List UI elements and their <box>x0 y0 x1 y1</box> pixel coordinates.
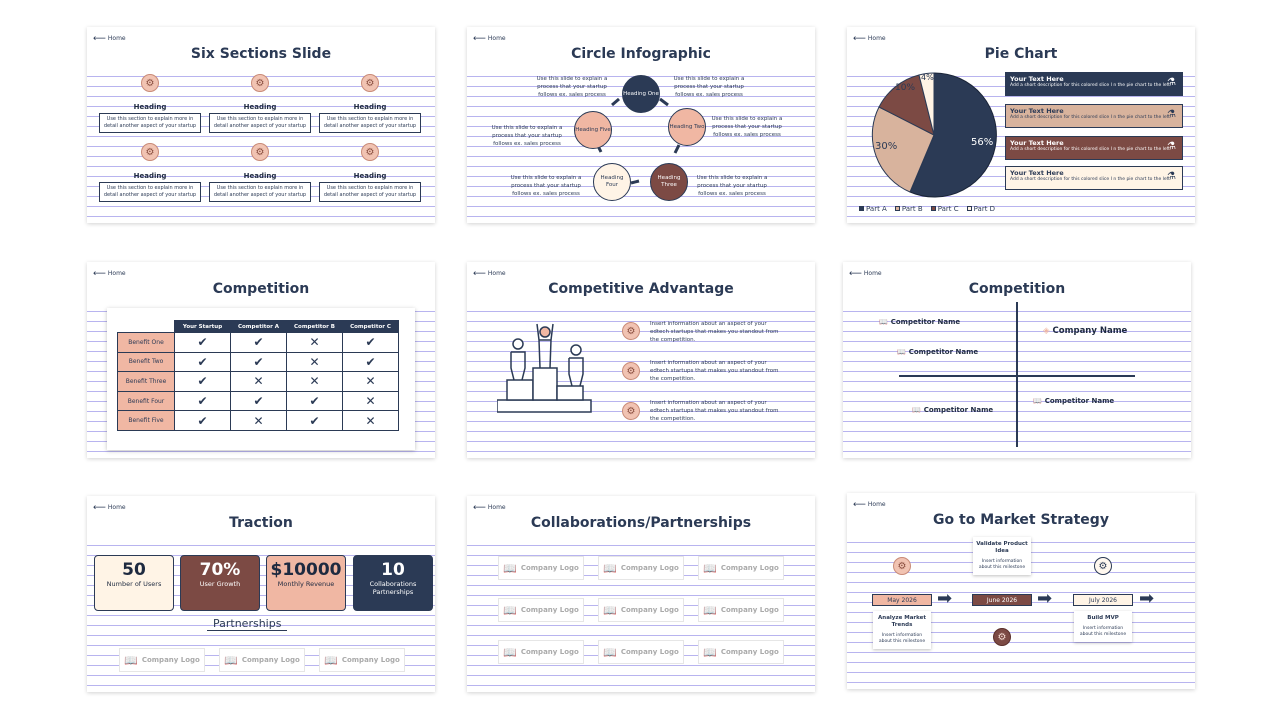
home-link[interactable]: ⟵ Home <box>473 502 506 513</box>
timeline-date: June 2026 <box>972 594 1032 606</box>
slide-title: Pie Chart <box>984 46 1058 62</box>
home-link[interactable]: ⟵ Home <box>473 268 506 279</box>
horizontal-axis <box>899 375 1135 377</box>
competition-table <box>117 320 399 431</box>
row-label: Benefit Two <box>118 352 175 372</box>
table-cell: ✔ <box>231 391 287 411</box>
table-cell: ✔ <box>343 352 399 372</box>
table-cell: ✕ <box>231 372 287 392</box>
slide-title: Competitive Advantage <box>548 281 734 297</box>
home-link[interactable]: ⟵ Home <box>93 502 126 513</box>
timeline-date: July 2026 <box>1073 594 1133 606</box>
book-icon: 📖 <box>603 645 617 659</box>
column-header: Competitor A <box>231 321 287 333</box>
stat-card-growth: 70% User Growth <box>180 555 260 611</box>
flask-icon: ⚗ <box>1167 141 1176 152</box>
section-heading: Heading <box>353 172 387 180</box>
book-icon: 📖 <box>879 318 888 326</box>
circle-heading-three: Heading Three <box>650 163 688 201</box>
book-icon: 📖 <box>503 645 517 659</box>
table-row <box>118 372 399 392</box>
legend-item-b: Part B <box>895 205 923 213</box>
table-cell: ✕ <box>343 391 399 411</box>
table-cell: ✔ <box>175 411 231 431</box>
slide-thumbnail-competitive-advantage[interactable] <box>467 262 815 458</box>
gear-icon: ⚙ <box>622 362 640 380</box>
company-logo: 📖 Company Logo <box>319 648 405 672</box>
section-heading: Heading <box>243 172 277 180</box>
timeline-arrow: ➡ <box>1037 588 1053 609</box>
circle-heading-four: Heading Four <box>593 163 631 201</box>
pie-label-a: 56% <box>971 137 994 148</box>
table-cell: ✕ <box>287 333 343 353</box>
slide-thumbnail-competition-map[interactable] <box>843 262 1191 458</box>
book-icon: 📖 <box>503 603 517 617</box>
slide-title: Go to Market Strategy <box>933 512 1109 528</box>
home-link[interactable]: ⟵ Home <box>849 268 882 279</box>
row-label: Benefit Five <box>118 411 175 431</box>
book-icon: 📖 <box>124 653 138 667</box>
gear-icon: ⚙ <box>993 628 1011 646</box>
slide-thumbnail-go-to-market[interactable] <box>847 493 1195 689</box>
pie-label-d: 4% <box>921 73 934 82</box>
stat-card-partnerships: 10 Collaborations Partnerships <box>353 555 433 611</box>
table-row <box>118 411 399 431</box>
circle-description: Use this slide to explain a process that your startup follows ex. sales process <box>696 175 768 197</box>
company-logo: 📖 Company Logo <box>698 556 784 580</box>
back-arrow-icon: ⟵ <box>853 33 866 44</box>
back-arrow-icon: ⟵ <box>93 268 106 279</box>
table-row <box>118 352 399 372</box>
slide-thumbnail-circle-infographic[interactable] <box>467 27 815 223</box>
table-cell: ✔ <box>287 391 343 411</box>
flask-icon: ⚗ <box>1167 171 1176 182</box>
book-icon: 📖 <box>603 603 617 617</box>
home-link[interactable]: ⟵ Home <box>853 33 886 44</box>
company-logo: 📖 Company Logo <box>598 556 684 580</box>
gear-icon: ⚙ <box>893 557 911 575</box>
pie-text-box-c: Your Text Here Add a short description for this colored slice I n the pie chart to the left. ⚗ <box>1005 136 1183 160</box>
table-cell: ✔ <box>287 411 343 431</box>
row-label: Benefit Three <box>118 372 175 392</box>
competitor-item: 📖 Competitor Name <box>879 318 961 326</box>
section-text: Use this section to explain more in detail another aspect of your startup <box>209 182 311 202</box>
circle-description: Use this slide to explain a process that your startup follows ex. sales process <box>491 125 563 147</box>
book-icon: 📖 <box>603 561 617 575</box>
table-row <box>118 333 399 353</box>
flask-icon: ⚗ <box>1167 109 1176 120</box>
slide-thumbnail-six-sections[interactable] <box>87 27 435 223</box>
circle-description: Use this slide to explain a process that your startup follows ex. sales process <box>711 116 783 138</box>
slide-title: Competition <box>968 281 1066 297</box>
company-logo: 📖 Company Logo <box>219 648 305 672</box>
stat-card-users: 50 Number of Users <box>94 555 174 611</box>
company-logo: 📖 Company Logo <box>498 640 584 664</box>
pie-label-b: 30% <box>875 141 898 152</box>
circle-heading-two: Heading Two <box>668 108 706 146</box>
gear-icon: ⚙ <box>251 143 269 161</box>
gear-icon: ⚙ <box>622 402 640 420</box>
back-arrow-icon: ⟵ <box>473 502 486 513</box>
back-arrow-icon: ⟵ <box>849 268 862 279</box>
milestone-card: Validate Product Idea Insert information about this milestone <box>973 537 1031 575</box>
gear-icon: ⚙ <box>251 74 269 92</box>
company-logo: 📖 Company Logo <box>119 648 205 672</box>
table-cell: ✔ <box>175 333 231 353</box>
column-header: Your Startup <box>175 321 231 333</box>
pie-text-box-d: Your Text Here Add a short description for this colored slice I n the pie chart to the left. ⚗ <box>1005 166 1183 190</box>
back-arrow-icon: ⟵ <box>473 33 486 44</box>
table-cell: ✔ <box>175 372 231 392</box>
company-logo: 📖 Company Logo <box>498 556 584 580</box>
section-text: Use this section to explain more in detail another aspect of your startup <box>319 182 421 202</box>
legend-item-a: Part A <box>859 205 887 213</box>
gear-icon: ⚙ <box>622 322 640 340</box>
competitor-item: 📖 Competitor Name <box>897 348 979 356</box>
book-icon: 📖 <box>897 348 906 356</box>
slide-thumbnail-collaborations[interactable] <box>467 496 815 692</box>
gear-icon: ⚙ <box>141 74 159 92</box>
slide-title: Competition <box>212 281 310 297</box>
section-heading: Heading <box>353 103 387 111</box>
slide-title: Collaborations/Partnerships <box>530 515 752 531</box>
section-text: Use this section to explain more in detail another aspect of your startup <box>209 113 311 133</box>
slide-title: Traction <box>229 515 293 531</box>
podium-people-icon <box>497 322 593 414</box>
slide-thumbnail-pie-chart[interactable] <box>847 27 1195 223</box>
pie-text-box-b: Your Text Here Add a short description for this colored slice I n the pie chart to the left. ⚗ <box>1005 104 1183 128</box>
row-label: Benefit Four <box>118 391 175 411</box>
book-icon: 📖 <box>703 645 717 659</box>
table-cell: ✔ <box>175 391 231 411</box>
flask-icon: ⚗ <box>1167 77 1176 88</box>
circle-description: Use this slide to explain a process that your startup follows ex. sales process <box>510 175 582 197</box>
stat-card-revenue: $10000 Monthly Revenue <box>266 555 346 611</box>
table-cell: ✔ <box>343 333 399 353</box>
gear-icon: ⚙ <box>361 74 379 92</box>
company-logo: 📖 Company Logo <box>698 640 784 664</box>
book-icon: 📖 <box>324 653 338 667</box>
table-cell: ✔ <box>231 333 287 353</box>
slide-thumbnail-traction[interactable] <box>87 496 435 692</box>
home-link[interactable]: ⟵ Home <box>93 268 126 279</box>
competitor-item: 📖 Competitor Name <box>912 406 994 414</box>
advantage-text: Insert information about an aspect of your edtech startups that makes you standout from the competition. <box>650 321 779 343</box>
company-logo: 📖 Company Logo <box>698 598 784 622</box>
circle-description: Use this slide to explain a process that your startup follows ex. sales process <box>536 76 608 98</box>
company-logo: 📖 Company Logo <box>498 598 584 622</box>
legend-item-c: Part C <box>931 205 959 213</box>
home-link[interactable]: ⟵ Home <box>853 499 886 510</box>
section-heading: Heading <box>133 103 167 111</box>
table-row <box>118 391 399 411</box>
section-heading: Heading <box>243 103 277 111</box>
home-link[interactable]: ⟵ Home <box>473 33 506 44</box>
column-header: Competitor B <box>287 321 343 333</box>
back-arrow-icon: ⟵ <box>93 502 106 513</box>
pie-text-box-a: Your Text Here Add a short description for this colored slice I n the pie chart to the left. ⚗ <box>1005 72 1183 96</box>
row-label: Benefit One <box>118 333 175 353</box>
table-cell: ✕ <box>287 372 343 392</box>
table-header-row <box>118 321 399 333</box>
advantage-text: Insert information about an aspect of your edtech startups that makes you standout from the competition. <box>650 400 779 422</box>
back-arrow-icon: ⟵ <box>473 268 486 279</box>
slide-title: Circle Infographic <box>571 46 711 62</box>
circle-description: Use this slide to explain a process that your startup follows ex. sales process <box>673 76 745 98</box>
company-logo: 📖 Company Logo <box>598 598 684 622</box>
back-arrow-icon: ⟵ <box>853 499 866 510</box>
section-text: Use this section to explain more in detail another aspect of your startup <box>319 113 421 133</box>
milestone-card: Build MVP Insert information about this milestone <box>1074 611 1132 642</box>
gear-icon: ⚙ <box>361 143 379 161</box>
pie-chart <box>867 71 1002 201</box>
book-icon: 📖 <box>703 603 717 617</box>
book-icon: 📖 <box>224 653 238 667</box>
layers-icon: ◈ <box>1043 326 1050 336</box>
slide-title: Six Sections Slide <box>190 46 332 62</box>
table-cell: ✕ <box>343 372 399 392</box>
timeline-arrow: ➡ <box>937 588 953 609</box>
partnerships-label: Partnerships <box>207 617 287 631</box>
book-icon: 📖 <box>503 561 517 575</box>
table-cell: ✔ <box>231 352 287 372</box>
home-link[interactable]: ⟵ Home <box>93 33 126 44</box>
section-text: Use this section to explain more in detail another aspect of your startup <box>99 182 201 202</box>
book-icon: 📖 <box>912 406 921 414</box>
table-cell: ✕ <box>343 411 399 431</box>
pie-label-c: 10% <box>895 83 916 93</box>
gear-icon: ⚙ <box>141 143 159 161</box>
table-cell: ✕ <box>287 352 343 372</box>
back-arrow-icon: ⟵ <box>93 33 106 44</box>
book-icon: 📖 <box>1033 397 1042 405</box>
circle-heading-five: Heading Five <box>574 111 612 149</box>
company-item: ◈ Company Name <box>1043 326 1128 336</box>
gear-icon: ⚙ <box>1094 557 1112 575</box>
column-header: Competitor C <box>343 321 399 333</box>
timeline-date: May 2026 <box>872 594 932 606</box>
circle-heading-one: Heading One <box>622 75 660 113</box>
table-cell: ✕ <box>231 411 287 431</box>
advantage-text: Insert information about an aspect of your edtech startups that makes you standout from the competition. <box>650 360 779 382</box>
legend-item-d: Part D <box>967 205 995 213</box>
book-icon: 📖 <box>703 561 717 575</box>
company-logo: 📖 Company Logo <box>598 640 684 664</box>
section-text: Use this section to explain more in detail another aspect of your startup <box>99 113 201 133</box>
milestone-card: Analyze Market Trends Insert information about this milestone <box>873 611 931 649</box>
competitor-item: 📖 Competitor Name <box>1033 397 1115 405</box>
slide-thumbnail-competition-table[interactable] <box>87 262 435 458</box>
pie-legend <box>859 205 995 213</box>
section-heading: Heading <box>133 172 167 180</box>
timeline-arrow: ➡ <box>1139 588 1155 609</box>
table-cell: ✔ <box>175 352 231 372</box>
